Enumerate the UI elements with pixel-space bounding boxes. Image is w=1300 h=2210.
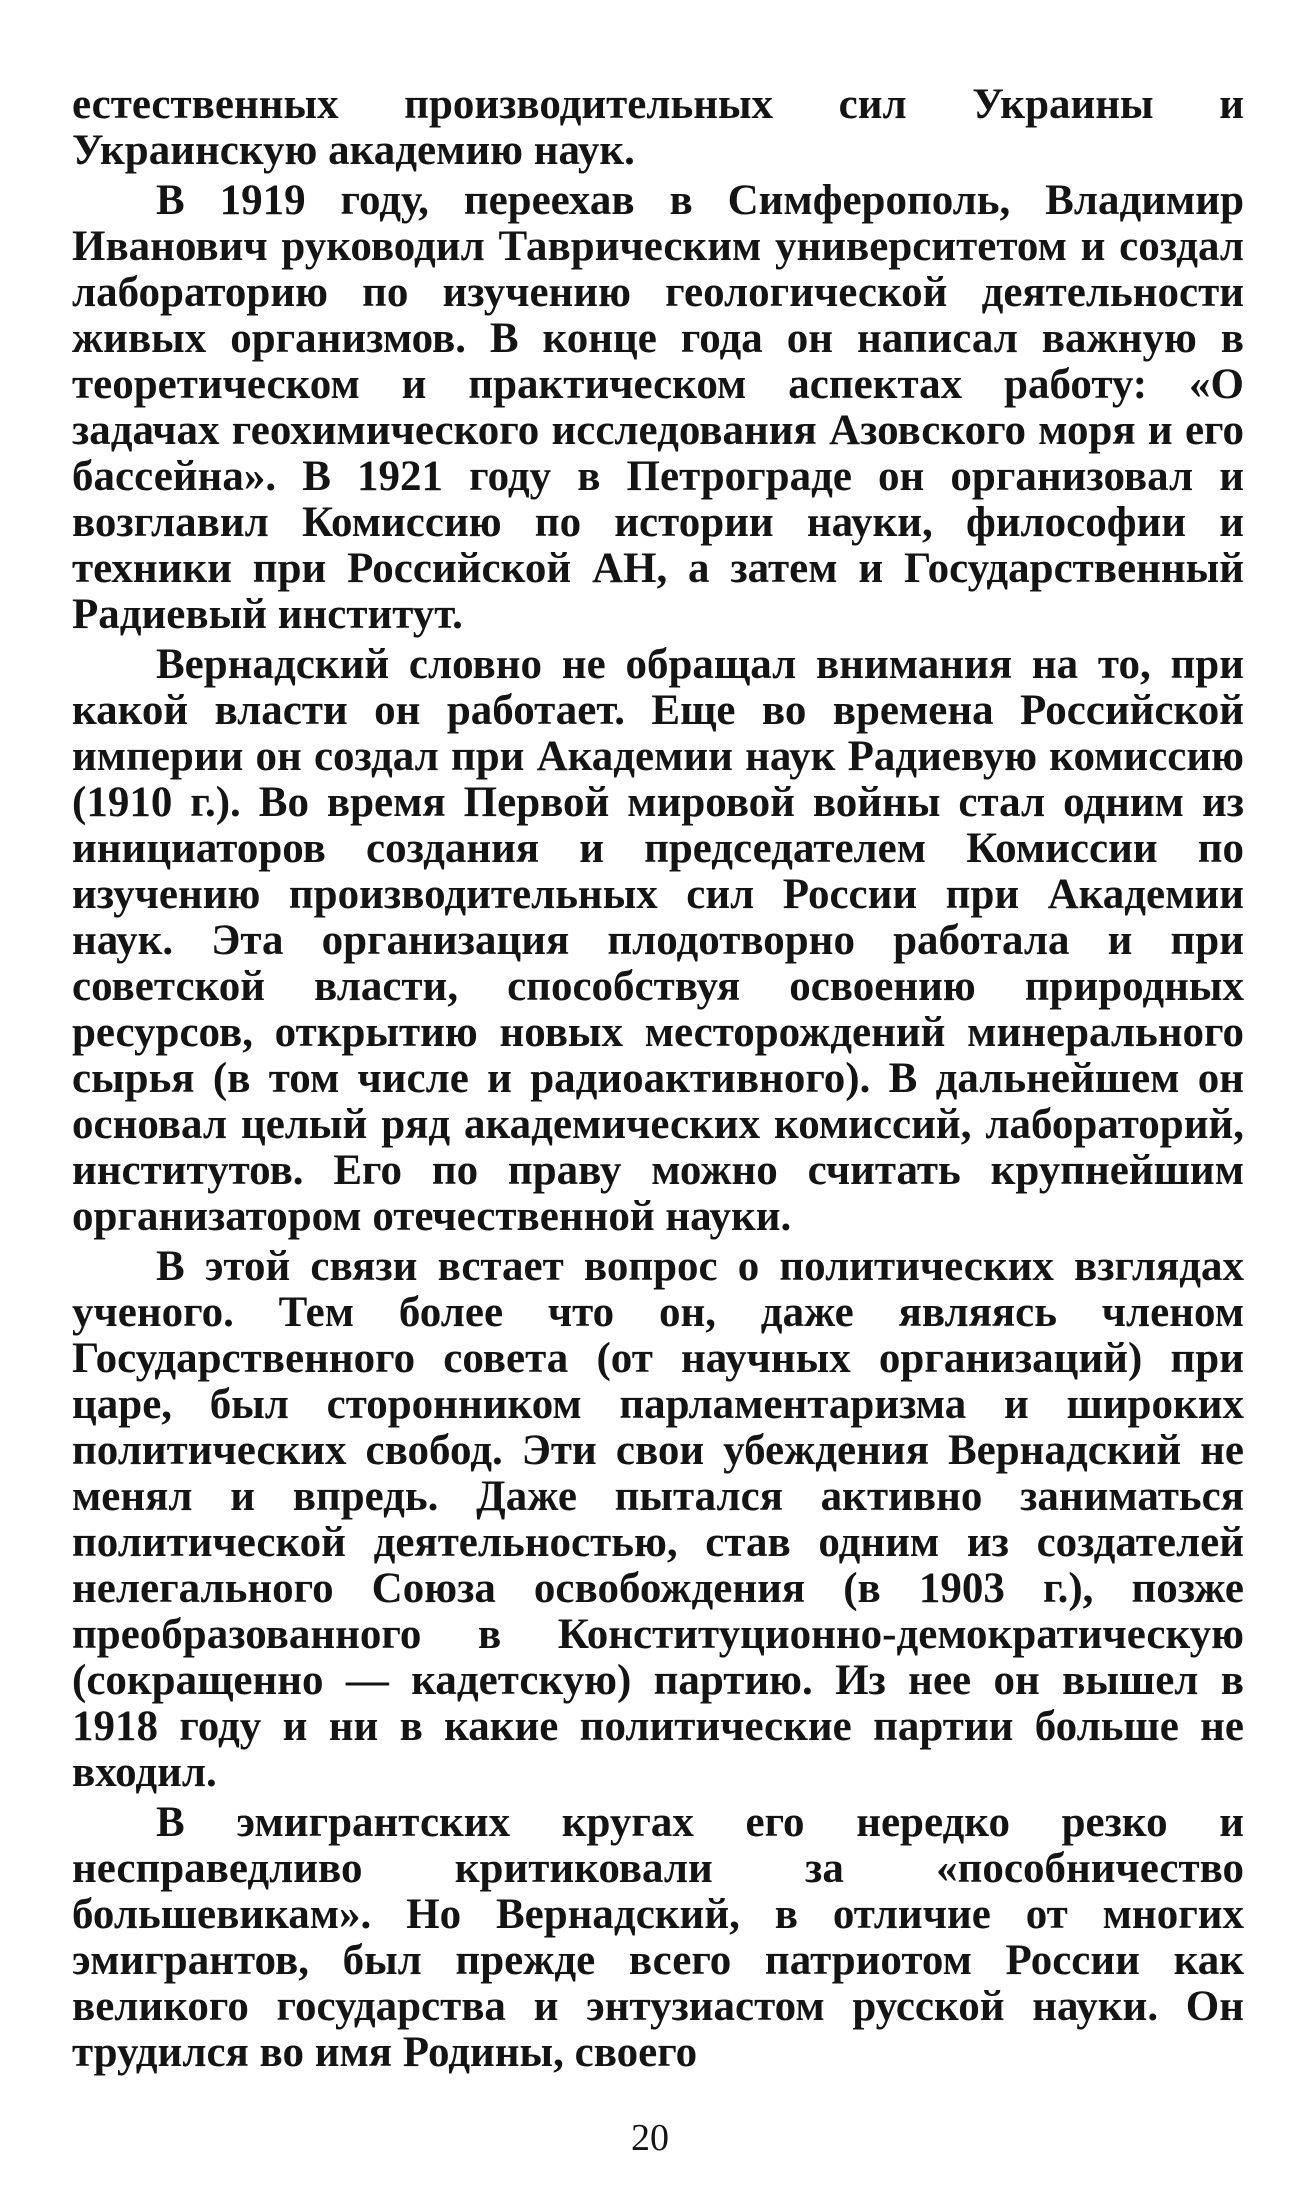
paragraph-1: естественных производительных сил Украины и Украинскую академию наук. xyxy=(72,81,1244,174)
paragraph-3: Вернадский словно не обращал внимания на то, при какой власти он работает. Еще во времена Российской империи он создал при Академии наук Радиевую комиссию (1910 г.). Во время Первой мировой войны стал одним из инициаторов создания и председателем Комиссии по изучению производительных сил России при Академии наук. Эта организация плодотворно работала и при советской власти, способствуя освоению природных ресурсов, открытию новых месторождений минерального сырья (в том числе и радиоактивного). В дальнейшем он основал целый ряд академических комиссий, лабораторий, институтов. Его по праву можно считать крупнейшим организатором отечественной науки. xyxy=(72,641,1244,1240)
page-text xyxy=(72,82,1244,2076)
page-number: 20 xyxy=(631,2117,669,2159)
paragraph-2: В 1919 году, переехав в Симферополь, Владимир Иванович руководил Таврическим университетом и создал лабораторию по изучению геологической деятельности живых организмов. В конце года он написал важную в теоретическом и практическом аспектах работу: «О задачах геохимического исследования Азовского моря и его бассейна». В 1921 году в Петрограде он организовал и возглавил Комиссию по истории науки, философии и техники при Российской АН, а затем и Государственный Радиевый институт. xyxy=(72,177,1244,638)
paragraph-5: В эмигрантских кругах его нередко резко и несправедливо критиковали за «пособничество большевикам». Но Вернадский, в отличие от многих эмигрантов, был прежде всего патриотом России как великого государства и энтузиастом русской науки. Он трудился во имя Родины, своего xyxy=(72,1799,1244,2076)
paragraph-4: В этой связи встает вопрос о политических взглядах ученого. Тем более что он, даже являясь членом Государственного совета (от научных организаций) при царе, был сторонником парламентаризма и широких политических свобод. Эти свои убеждения Вернадский не менял и впредь. Даже пытался активно заниматься политической деятельностью, став одним из создателей нелегального Союза освобождения (в 1903 г.), позже преобразованного в Конституционно-демократическую (сокращенно — кадетскую) партию. Из нее он вышел в 1918 году и ни в какие политические партии больше не входил. xyxy=(72,1243,1244,1796)
